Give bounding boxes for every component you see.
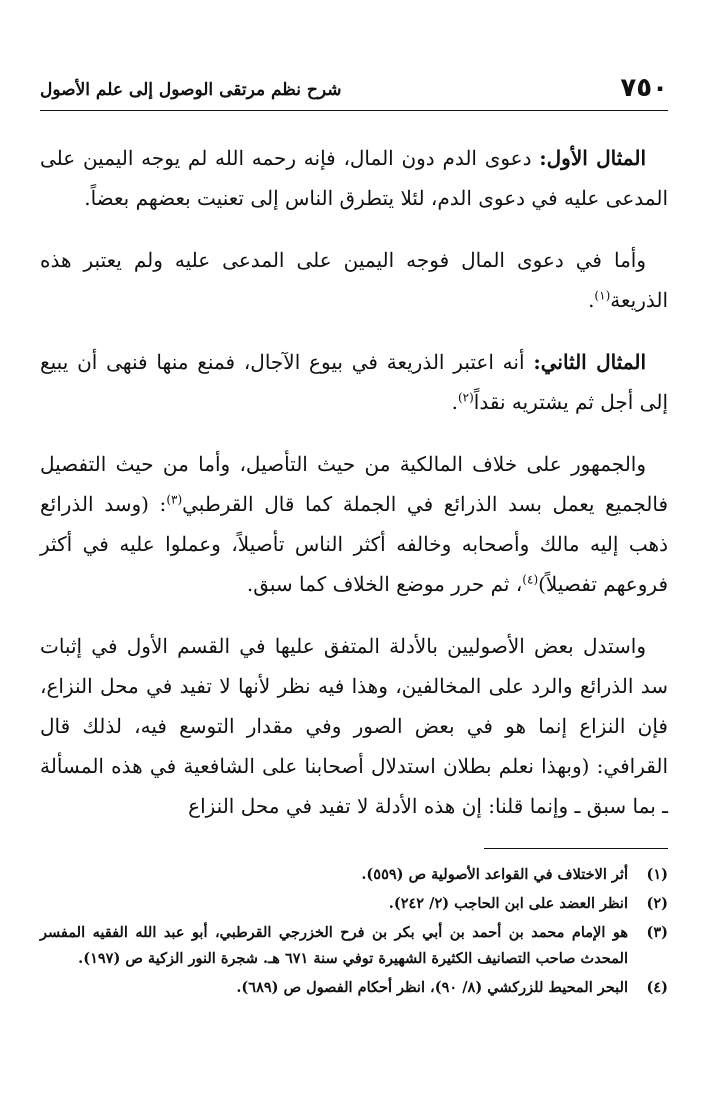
main-text: [40, 138, 668, 848]
footnote-text: أثر الاختلاف في القواعد الأصولية ص (٥٥٩).: [361, 866, 628, 883]
running-title: شرح نظم مرتقى الوصول إلى علم الأصول: [40, 80, 342, 100]
paragraph-quote: : (وسد الذرائع ذهب إليه مالك وأصحابه وخالفه أكثر الناس تأصيلاً، وعملوا عليه في أكثر فروعهم تفصيلاً): [40, 492, 668, 596]
footnote-number: (٣): [646, 924, 668, 941]
paragraph-lead: المثال الثاني:: [533, 350, 647, 374]
footnote-ref[interactable]: (٣): [166, 492, 183, 507]
paragraph-text: واستدل بعض الأصوليين بالأدلة المتفق عليها في القسم الأول في إثبات سد الذرائع والرد على المخالفين، وهذا فيه نظر لأنها لا تفيد في محل النزاع، فإن النزاع إنما هو في بعض الصور وفي مقدار التوسع فيه، لذلك قال القرافي: (وبهذا نعلم بطلان استدلال أصحابنا على الشافعية في هذه المسألة ـ بما سبق ـ وإنما قلنا: إن هذه الأدلة لا تفيد في محل النزاع: [40, 634, 668, 818]
paragraph-text: أنه اعتبر الذريعة في بيوع الآجال، فمنع منها فنهى أن يبيع إلى أجل ثم يشتريه نقداً: [40, 350, 668, 414]
page-header: [40, 70, 668, 111]
footnote-item: [40, 920, 668, 972]
paragraph-usuli-argument: [40, 626, 668, 826]
footnote-item: [40, 891, 668, 917]
footnotes: [40, 862, 668, 1004]
page-number: ٧٥٠: [620, 73, 668, 103]
paragraph-majority-view: [40, 444, 668, 604]
book-page: [40, 0, 668, 1110]
footnote-number: (٢): [646, 895, 668, 912]
footnote-number: (٤): [646, 979, 668, 996]
paragraph-text: والجمهور على خلاف المالكية من حيث التأصيل، وأما من حيث التفصيل فالجميع يعمل بسد الذرائع في الجملة كما قال القرطبي: [40, 452, 669, 516]
paragraph-example-two: [40, 342, 668, 422]
paragraph-lead: المثال الأول:: [539, 146, 647, 170]
footnote-number: (١): [646, 866, 668, 883]
footnote-ref[interactable]: (٢): [457, 390, 474, 405]
footnote-text: البحر المحيط للزركشي (٨/ ٩٠)، انظر أحكام الفصول ص (٦٨٩).: [236, 979, 628, 996]
footnote-divider: [484, 848, 668, 849]
footnote-item: [40, 975, 668, 1001]
paragraph-text: دعوى الدم دون المال، فإنه رحمه الله لم يوجه اليمين على المدعى عليه في دعوى الدم، لئلا يتطرق الناس إلى تعنيت بعضهم بعضاً.: [40, 146, 668, 210]
paragraph-text: وأما في دعوى المال فوجه اليمين على المدعى عليه ولم يعتبر هذه الذريعة: [40, 248, 668, 312]
paragraph-money-claim: [40, 240, 668, 320]
footnote-ref[interactable]: (٤): [522, 572, 539, 587]
paragraph-tail: ، ثم حرر موضع الخلاف كما سبق.: [246, 572, 523, 596]
footnote-item: [40, 862, 668, 888]
footnote-text: انظر العضد على ابن الحاجب (٢/ ٢٤٢).: [388, 895, 628, 912]
paragraph-example-one: [40, 138, 668, 218]
footnote-ref[interactable]: (١): [594, 288, 611, 303]
paragraph-tail: .: [451, 390, 458, 414]
footnote-text: هو الإمام محمد بن أحمد بن أبي بكر بن فرح الخزرجي القرطبي، أبو عبد الله الفقيه المفسر المحدث صاحب التصانيف الكثيرة الشهيرة توفي سنة ٦٧١ هـ. شجرة النور الزكية ص (١٩٧).: [40, 924, 628, 967]
paragraph-tail: .: [588, 288, 595, 312]
